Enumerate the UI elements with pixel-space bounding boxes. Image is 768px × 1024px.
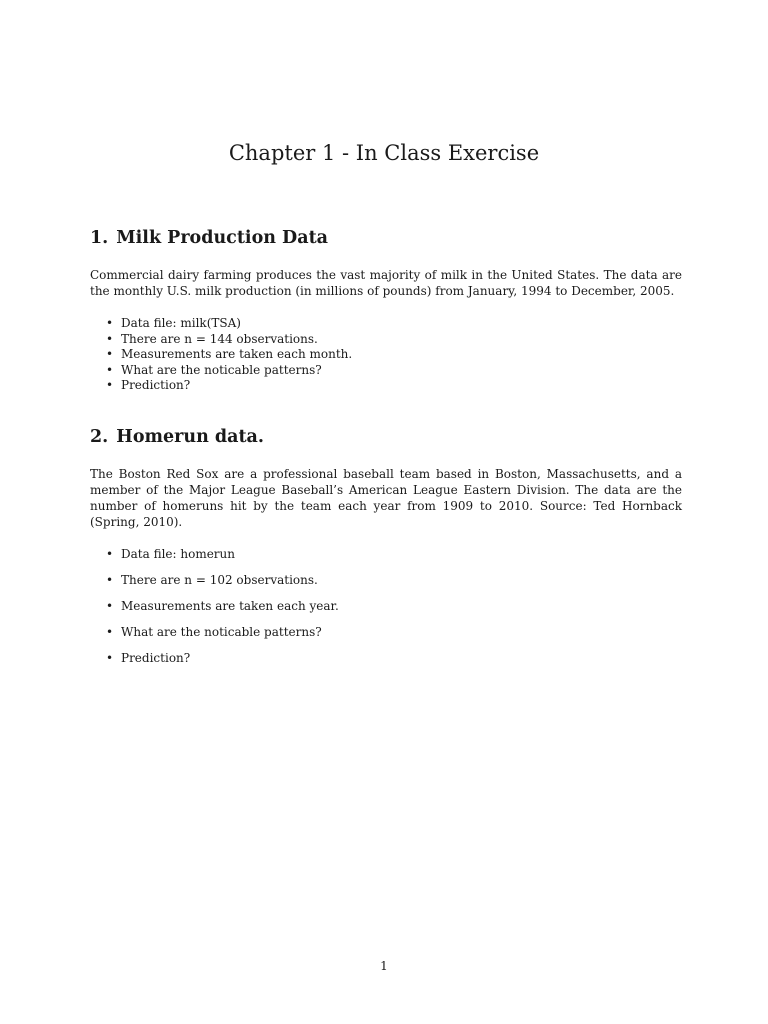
list-item [90, 599, 682, 615]
bullet-icon: • [106, 573, 114, 587]
bullet-list [90, 316, 682, 394]
bullet-icon: • [106, 347, 114, 361]
bullet-icon: • [106, 316, 114, 330]
bullet-icon: • [106, 651, 114, 665]
section-title: Homerun data. [116, 427, 264, 447]
list-item-text: There are n = 102 observations. [121, 573, 318, 587]
bullet-list [90, 547, 682, 667]
section-paragraph: The Boston Red Sox are a professional baseball team based in Boston, Massachusetts, and a member of the Major League Baseball’s American League Eastern Division. The data are the number of homeruns hit by the team each year from 1909 to 2010. Source: Ted Hornback (Spring, 2010). [90, 467, 682, 529]
list-item-text: There are n = 144 observations. [121, 331, 318, 346]
list-item-text: Data file: homerun [121, 547, 235, 561]
list-item-text: Data file: milk(TSA) [121, 316, 241, 330]
list-item [90, 347, 682, 363]
bullet-icon: • [106, 331, 114, 346]
bullet-icon: • [106, 625, 114, 639]
bullet-icon: • [106, 547, 114, 561]
list-item-text: Measurements are taken each month. [121, 347, 353, 361]
section-milk-production [90, 226, 682, 394]
list-item [90, 332, 682, 348]
list-item-text: What are the noticable patterns? [121, 625, 322, 639]
bullet-icon: • [106, 362, 114, 377]
list-item [90, 625, 682, 641]
section-homerun [90, 425, 682, 677]
document-title: Chapter 1 - In Class Exercise [228, 141, 540, 165]
list-item [90, 547, 682, 563]
list-item-text: Prediction? [121, 378, 191, 392]
list-item [90, 378, 682, 394]
list-item-text: What are the noticable patterns? [121, 362, 322, 377]
list-item-text: Measurements are taken each year. [121, 599, 339, 613]
list-item [90, 573, 682, 589]
page-number: 1 [380, 959, 388, 973]
section-heading [90, 226, 682, 250]
list-item [90, 651, 682, 667]
section-number: 1. [90, 228, 109, 248]
section-number: 2. [90, 427, 109, 447]
list-item-text: Prediction? [121, 651, 191, 665]
list-item [90, 363, 682, 379]
section-paragraph: Commercial dairy farming produces the vast majority of milk in the United States. The data are the monthly U.S. milk production (in millions of pounds) from January, 1994 to December, 2005. [90, 268, 682, 298]
section-heading [90, 425, 682, 449]
list-item [90, 316, 682, 332]
bullet-icon: • [106, 599, 114, 613]
section-title: Milk Production Data [116, 228, 328, 248]
bullet-icon: • [106, 378, 114, 392]
